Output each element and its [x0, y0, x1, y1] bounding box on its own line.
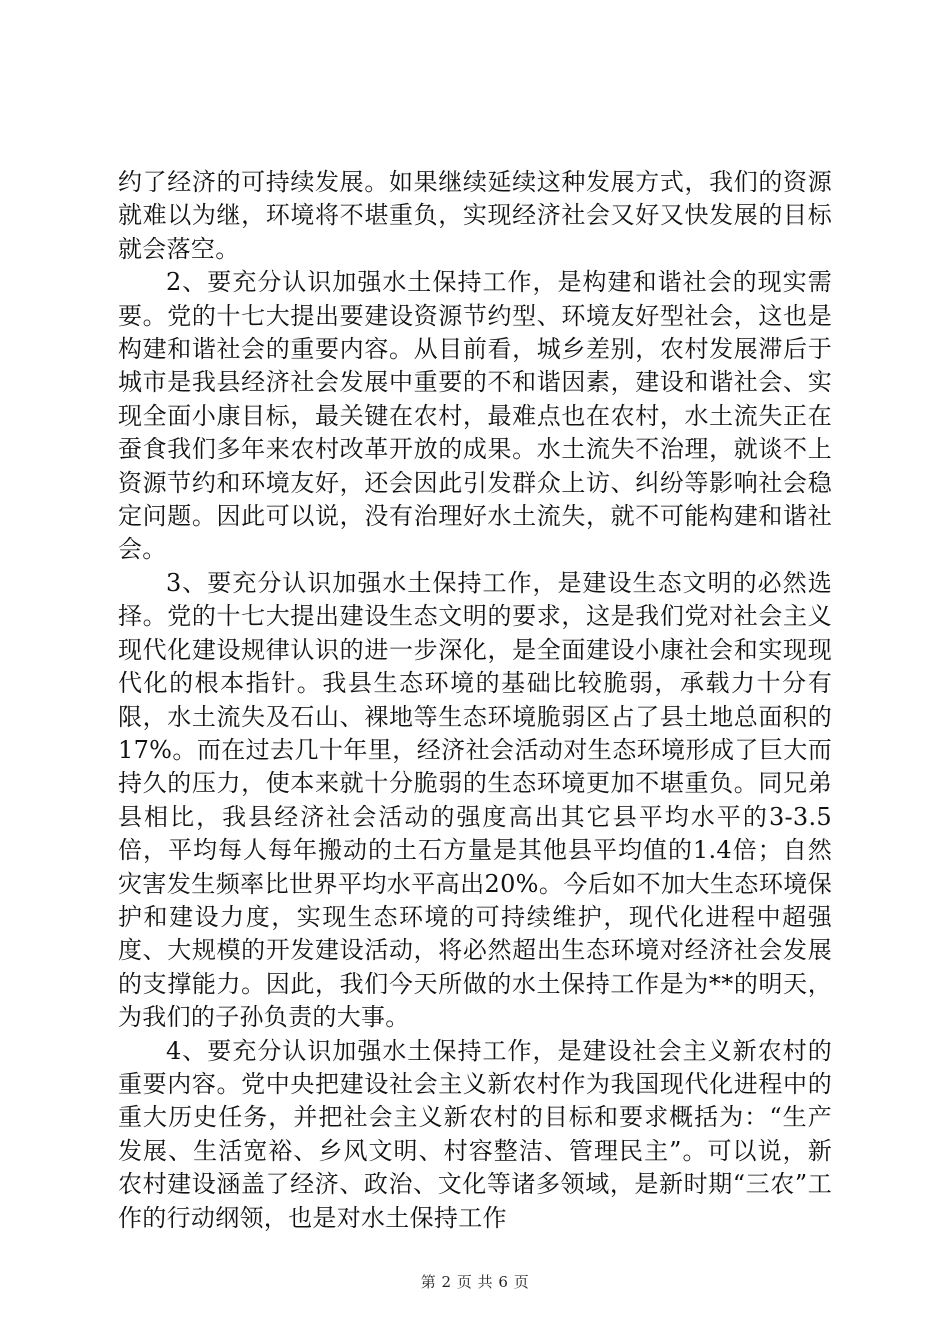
page-number-footer: 第 2 页 共 6 页: [420, 1273, 530, 1291]
paragraph-continuation: 约了经济的可持续发展。如果继续延续这种发展方式，我们的资源就难以为继，环境将不堪重负，实现经济社会又好又快发展的目标就会落空。: [118, 168, 832, 263]
paragraph-point-3: 3、要充分认识加强水土保持工作，是建设生态文明的必然选择。党的十七大提出建设生态文明的要求，这是我们党对社会主义现代化建设规律认识的进一步深化，是全面建设小康社会和实现现代化的根本指针。我县生态环境的基础比较脆弱，承载力十分有限，水土流失及石山、裸地等生态环境脆弱区占了县土地总面积的17%。而在过去几十年里，经济社会活动对生态环境形成了巨大而持久的压力，使本来就十分脆弱的生态环境更加不堪重负。同兄弟县相比，我县经济社会活动的强度高出其它县平均水平的3-3.5倍，平均每人每年搬动的土石方量是其他县平均值的1.4倍；自然灾害发生频率比世界平均水平高出20%。今后如不加大生态环境保护和建设力度，实现生态环境的可持续维护，现代化进程中超强度、大规模的开发建设活动，将必然超出生态环境对经济社会发展的支撑能力。因此，我们今天所做的水土保持工作是为**的明天，为我们的子孙负责的大事。: [118, 568, 832, 1032]
paragraph-point-2: 2、要充分认识加强水土保持工作，是构建和谐社会的现实需要。党的十七大提出要建设资源节约型、环境友好型社会，这也是构建和谐社会的重要内容。从目前看，城乡差别，农村发展滞后于城市是我县经济社会发展中重要的不和谐因素，建设和谐社会、实现全面小康目标，最关键在农村，最难点也在农村，水土流失正在蚕食我们多年来农村改革开放的成果。水土流失不治理，就谈不上资源节约和环境友好，还会因此引发群众上访、纠纷等影响社会稳定问题。因此可以说，没有治理好水土流失，就不可能构建和谐社会。: [118, 268, 832, 564]
paragraph-point-4: 4、要充分认识加强水土保持工作，是建设社会主义新农村的重要内容。党中央把建设社会主义新农村作为我国现代化进程中的重大历史任务，并把社会主义新农村的目标和要求概括为：“生产发展、生活宽裕、乡风文明、村容整洁、管理民主”。可以说，新农村建设涵盖了经济、政治、文化等诸多领域，是新时期“三农”工作的行动纲领，也是对水土保持工作: [118, 1036, 832, 1232]
document-body: [118, 166, 832, 1235]
